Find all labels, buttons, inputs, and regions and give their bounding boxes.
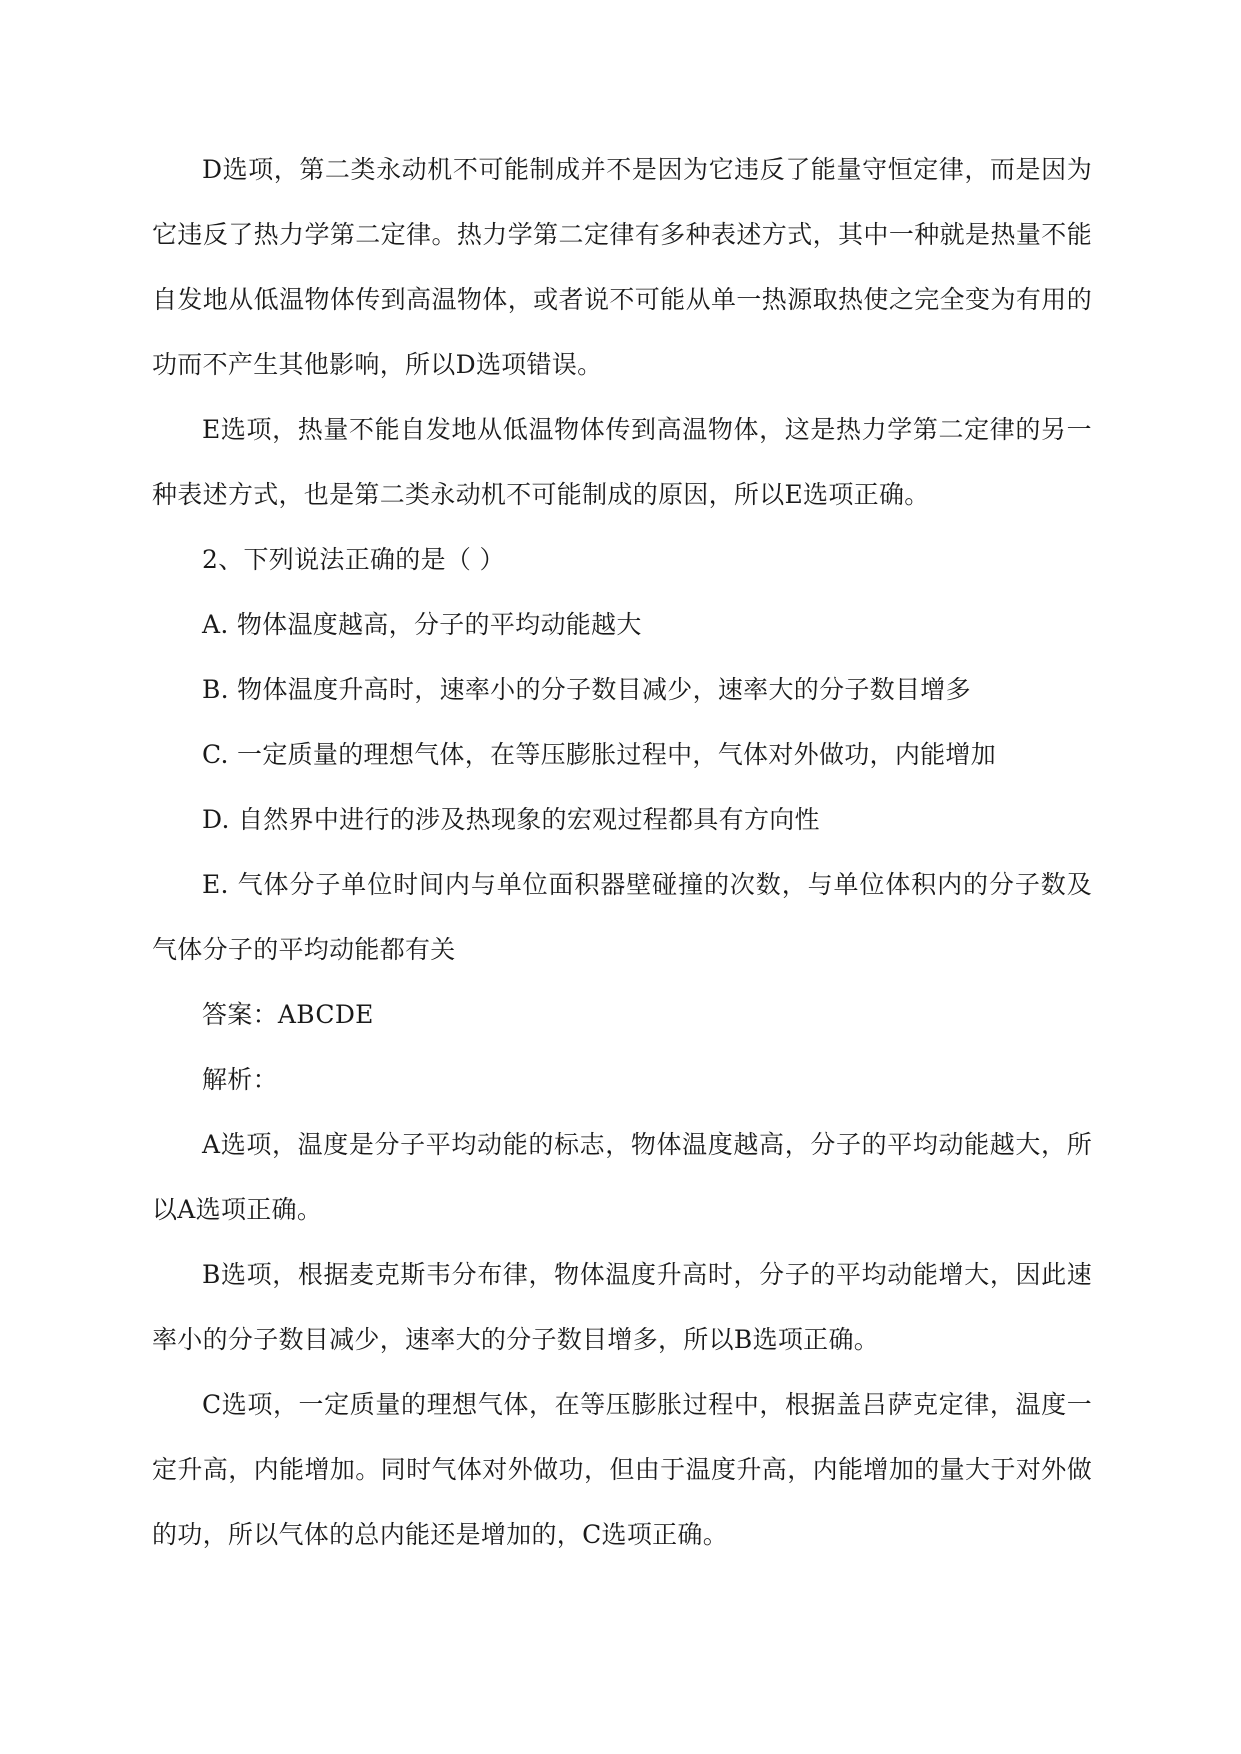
- document-body: [152, 137, 1092, 1567]
- question-option-e: E. 气体分子单位时间内与单位面积器壁碰撞的次数，与单位体积内的分子数及气体分子的平均动能都有关: [152, 870, 1092, 964]
- analysis-option-b: B选项，根据麦克斯韦分布律，物体温度升高时，分子的平均动能增大，因此速率小的分子数目减少，速率大的分子数目增多，所以B选项正确。: [152, 1260, 1092, 1354]
- question-option-c: C. 一定质量的理想气体，在等压膨胀过程中，气体对外做功，内能增加: [202, 740, 997, 769]
- question-option-d: D. 自然界中进行的涉及热现象的宏观过程都具有方向性: [202, 805, 820, 834]
- question-stem: 2、下列说法正确的是（ ）: [202, 545, 505, 574]
- question-option-b: B. 物体温度升高时，速率小的分子数目减少，速率大的分子数目增多: [202, 675, 971, 704]
- analysis-label: 解析：: [202, 1065, 278, 1094]
- paragraph-option-e-explanation: E选项，热量不能自发地从低温物体传到高温物体，这是热力学第二定律的另一种表述方式，也是第二类永动机不可能制成的原因，所以E选项正确。: [152, 415, 1092, 509]
- paragraph-option-d-explanation: D选项，第二类永动机不可能制成并不是因为它违反了能量守恒定律，而是因为它违反了热力学第二定律。热力学第二定律有多种表述方式，其中一种就是热量不能自发地从低温物体传到高温物体，或者说不可能从单一热源取热使之完全变为有用的功而不产生其他影响，所以D选项错误。: [152, 155, 1092, 379]
- answer-line: 答案：ABCDE: [202, 1000, 374, 1029]
- analysis-option-a: A选项，温度是分子平均动能的标志，物体温度越高，分子的平均动能越大，所以A选项正确。: [152, 1130, 1092, 1224]
- analysis-option-c: C选项，一定质量的理想气体，在等压膨胀过程中，根据盖吕萨克定律，温度一定升高，内能增加。同时气体对外做功，但由于温度升高，内能增加的量大于对外做的功，所以气体的总内能还是增加的，C选项正确。: [152, 1390, 1092, 1549]
- question-option-a: A. 物体温度越高，分子的平均动能越大: [202, 610, 642, 639]
